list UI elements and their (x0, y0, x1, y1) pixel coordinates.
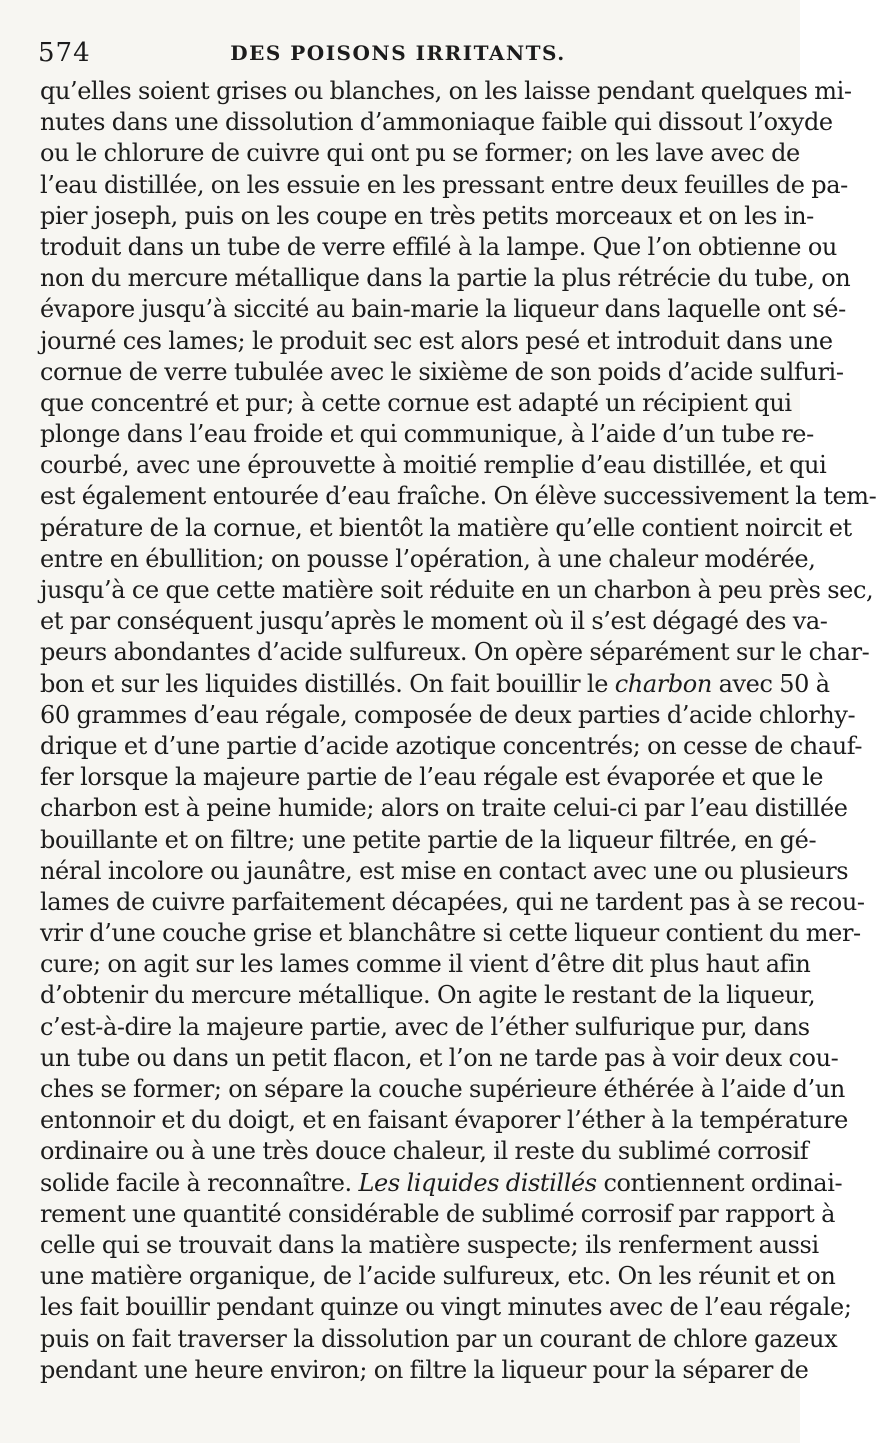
italic-term: charbon (614, 669, 712, 698)
text-line: d’obtenir du mercure métallique. On agite le restant de la liqueur, (40, 981, 816, 1010)
text-line: ou le chlorure de cuivre qui ont pu se former; on les lave avec de (40, 139, 800, 168)
text-line: entre en ébullition; on pousse l’opération, à une chaleur modérée, (40, 544, 816, 573)
text-line: rement une quantité considérable de sublimé corrosif par rapport à (40, 1199, 836, 1228)
italic-term: Les liquides distillés (358, 1168, 597, 1197)
text-line: ches se former; on sépare la couche supérieure éthérée à l’aide d’un (40, 1075, 845, 1103)
text-line: évapore jusqu’à siccité au bain-marie la liqueur dans laquelle ont sé- (40, 295, 846, 324)
text-line: plonge dans l’eau froide et qui communique, à l’aide d’un tube re- (40, 420, 814, 449)
text-line: un tube ou dans un petit flacon, et l’on ne tarde pas à voir deux cou- (40, 1043, 839, 1072)
text-line: et par conséquent jusqu’après le moment où il s’est dégagé des va- (40, 607, 828, 636)
text-line: c’est-à-dire la majeure partie, avec de l’éther sulfurique pur, dans (40, 1012, 810, 1041)
page-number: 574 (38, 38, 91, 68)
text-line: une matière organique, de l’acide sulfureux, etc. On les réunit et on (40, 1262, 836, 1291)
text-line: nutes dans une dissolution d’ammoniaque faible qui dissout l’oxyde (40, 108, 833, 137)
text-segment: contiennent ordinai- (596, 1168, 843, 1197)
text-line-mixed (40, 669, 830, 700)
text-line: jusqu’à ce que cette matière soit réduite en un charbon à peu près sec, (40, 576, 874, 604)
text-segment: avec 50 à (711, 669, 830, 698)
text-line: charbon est à peine humide; alors on traite celui-ci par l’eau distillée (40, 794, 848, 823)
text-line: drique et d’une partie d’acide azotique concentrés; on cesse de chauf- (40, 731, 863, 760)
text-segment: solide facile à reconnaître. (40, 1168, 359, 1197)
text-line: est également entourée d’eau fraîche. On élève successivement la tem- (40, 482, 876, 511)
text-line: peurs abondantes d’acide sulfureux. On opère séparément sur le char- (40, 638, 870, 667)
text-line: néral incolore ou jaunâtre, est mise en contact avec une ou plusieurs (40, 856, 849, 885)
text-line: lames de cuivre parfaitement décapées, qui ne tardent pas à se recou- (40, 887, 865, 916)
text-line: les fait bouillir pendant quinze ou vingt minutes avec de l’eau régale; (40, 1293, 852, 1322)
text-line: entonnoir et du doigt, et en faisant évaporer l’éther à la température (40, 1106, 848, 1135)
text-line: cure; on agit sur les lames comme il vient d’être dit plus haut afin (40, 950, 811, 979)
text-line: non du mercure métallique dans la partie la plus rétrécie du tube, on (40, 264, 851, 293)
text-segment: bon et sur les liquides distillés. On fait bouillir le (40, 669, 615, 698)
text-line: fer lorsque la majeure partie de l’eau régale est évaporée et que le (40, 763, 824, 792)
text-line: 60 grammes d’eau régale, composée de deux parties d’acide chlorhy- (40, 700, 856, 729)
text-line: cornue de verre tubulée avec le sixième de son poids d’acide sulfuri- (40, 357, 844, 386)
text-line: celle qui se trouvait dans la matière suspecte; ils renferment aussi (40, 1230, 819, 1259)
text-line: journé ces lames; le produit sec est alors pesé et introduit dans une (40, 326, 833, 355)
text-line: pendant une heure environ; on filtre la liqueur pour la séparer de (40, 1355, 809, 1384)
text-line: vrir d’une couche grise et blanchâtre si cette liqueur contient du mer- (40, 919, 861, 948)
text-line: que concentré et pur; à cette cornue est adapté un récipient qui (40, 388, 792, 417)
text-line: qu’elles soient grises ou blanches, on les laisse pendant quelques mi- (40, 77, 852, 105)
text-line: pérature de la cornue, et bientôt la matière qu’elle contient noircit et (40, 513, 852, 542)
text-line: puis on fait traverser la dissolution par un courant de chlore gazeux (40, 1324, 838, 1353)
page-header (38, 38, 758, 78)
text-line: bouillante et on filtre; une petite partie de la liqueur filtrée, en gé- (40, 825, 817, 854)
running-title: DES POISONS IRRITANTS. (230, 41, 566, 65)
text-line: ordinaire ou à une très douce chaleur, il reste du sublimé corrosif (40, 1137, 809, 1166)
body-text (40, 76, 876, 1386)
text-line: l’eau distillée, on les essuie en les pressant entre deux feuilles de pa- (40, 170, 848, 199)
text-line: pier joseph, puis on les coupe en très petits morceaux et on les in- (40, 201, 814, 230)
text-line-mixed (40, 1168, 843, 1199)
text-line: troduit dans un tube de verre effilé à la lampe. Que l’on obtienne ou (40, 232, 837, 261)
text-line: courbé, avec une éprouvette à moitié remplie d’eau distillée, et qui (40, 451, 827, 480)
